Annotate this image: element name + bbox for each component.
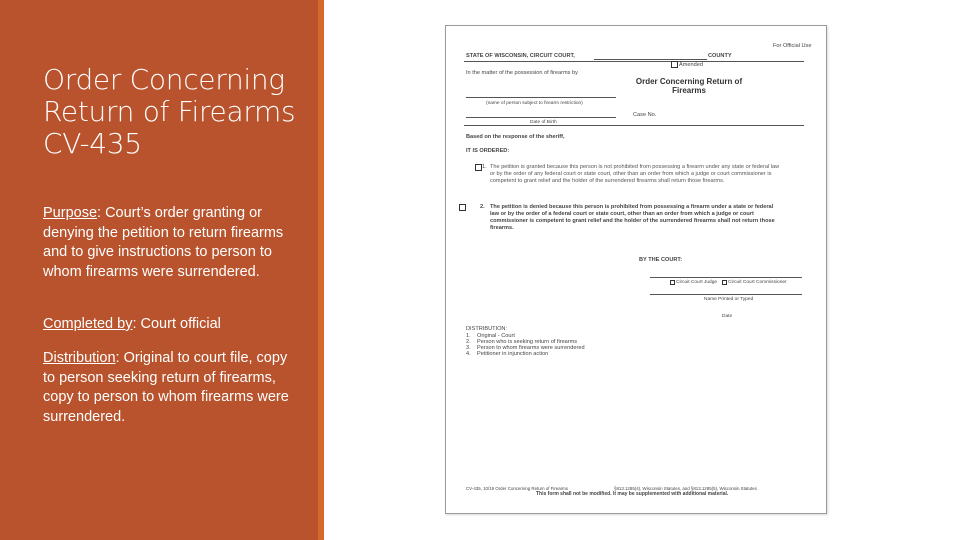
completed-by-label: Completed by — [43, 316, 133, 332]
footer-left: CV-435, 10/19 Order Concerning Return of Firearms — [466, 486, 569, 491]
by-the-court-label: BY THE COURT: — [639, 257, 683, 263]
purpose-paragraph — [43, 204, 293, 282]
amended-label: Amended — [679, 62, 703, 68]
county-line — [594, 59, 707, 60]
slide-title: Order Concerning Return of Firearms CV-435 — [43, 63, 296, 160]
option1-checkbox — [475, 164, 482, 171]
commissioner-label: Circuit Court Commissioner — [728, 280, 787, 285]
footer-right: §813.1285(4), Wisconsin Statutes, and §813.1285(5), Wisconsin Statutes — [614, 486, 757, 491]
panel-accent-stripe — [318, 0, 324, 540]
dist-num-2: 2. — [466, 339, 471, 345]
caption-rule — [464, 125, 804, 126]
dist-item-1: Original - Court — [477, 333, 515, 339]
name-line — [466, 97, 616, 98]
commissioner-checkbox — [722, 280, 727, 285]
completed-by-paragraph — [43, 315, 293, 335]
dob-label: Date of Birth — [530, 120, 557, 125]
case-no-label: Case No. — [633, 112, 657, 118]
option1-number: 1. — [482, 164, 487, 170]
option2-text: The petition is denied because this person is prohibited from possessing a firearm under a state or federal law or by the order of a federal court or state court, other than an order from which a judge or court commissioner is competent to grant relief and the holder of the surrendered firearms shall not return those firearms. — [490, 204, 775, 231]
dist-num-3: 3. — [466, 345, 471, 351]
form-thumbnail — [445, 25, 827, 514]
completed-by-text: : Court official — [132, 316, 221, 332]
option2-number: 2. — [480, 204, 485, 210]
distribution-paragraph — [43, 349, 293, 427]
amended-checkbox — [671, 61, 678, 68]
dist-item-3: Person to whom firearms were surrendered — [477, 345, 585, 351]
based-on-text: Based on the response of the sheriff, — [466, 134, 565, 140]
option2-checkbox — [459, 204, 466, 211]
name-printed-label: Name Printed or Typed — [704, 297, 754, 302]
signature-line — [650, 277, 802, 278]
dist-num-1: 1. — [466, 333, 471, 339]
name-caption: (name of person subject to firearm restriction) — [486, 101, 583, 106]
dist-num-4: 4. — [466, 351, 471, 357]
distribution-label: Distribution — [43, 350, 116, 366]
purpose-label: Purpose — [43, 205, 98, 221]
official-use-label: For Official Use — [773, 43, 812, 49]
dist-item-2: Person who is seeking return of firearms — [477, 339, 578, 345]
option1-text: The petition is granted because this person is not prohibited from possessing a firearm under any state or federal law or by the order of any federal court or state court, other than an order from which a judge or court commissioner is competent to grant relief and the holder of the surrendered firearms shall return those firearms. — [490, 164, 780, 184]
ordered-text: IT IS ORDERED: — [466, 148, 510, 154]
distribution-text: : Original to court file, copy to person seeking return of firearms, copy to person to whom firearms were surrendered. — [43, 350, 289, 425]
county-label: COUNTY — [708, 53, 732, 59]
judge-label: Circuit Court Judge — [676, 280, 718, 285]
printed-name-line — [650, 294, 802, 295]
purpose-text: : Court’s order granting or denying the petition to return firearms and to give instructions to person to whom firearms were surrendered. — [43, 205, 284, 280]
dob-line — [466, 117, 616, 118]
dist-item-4: Petitioner in injunction action — [477, 351, 549, 357]
distribution-title: DISTRIBUTION: — [466, 326, 508, 332]
footer-note: This form shall not be modified. It may be supplemented with additional material. — [536, 491, 729, 497]
form-heading: Order Concerning Return of Firearms — [635, 77, 743, 95]
date-label: Date — [722, 314, 733, 319]
court-header: STATE OF WISCONSIN, CIRCUIT COURT, — [466, 53, 575, 59]
judge-checkbox — [670, 280, 675, 285]
header-rule — [464, 61, 804, 62]
matter-label: In the matter of the possession of firearms by — [466, 70, 578, 76]
